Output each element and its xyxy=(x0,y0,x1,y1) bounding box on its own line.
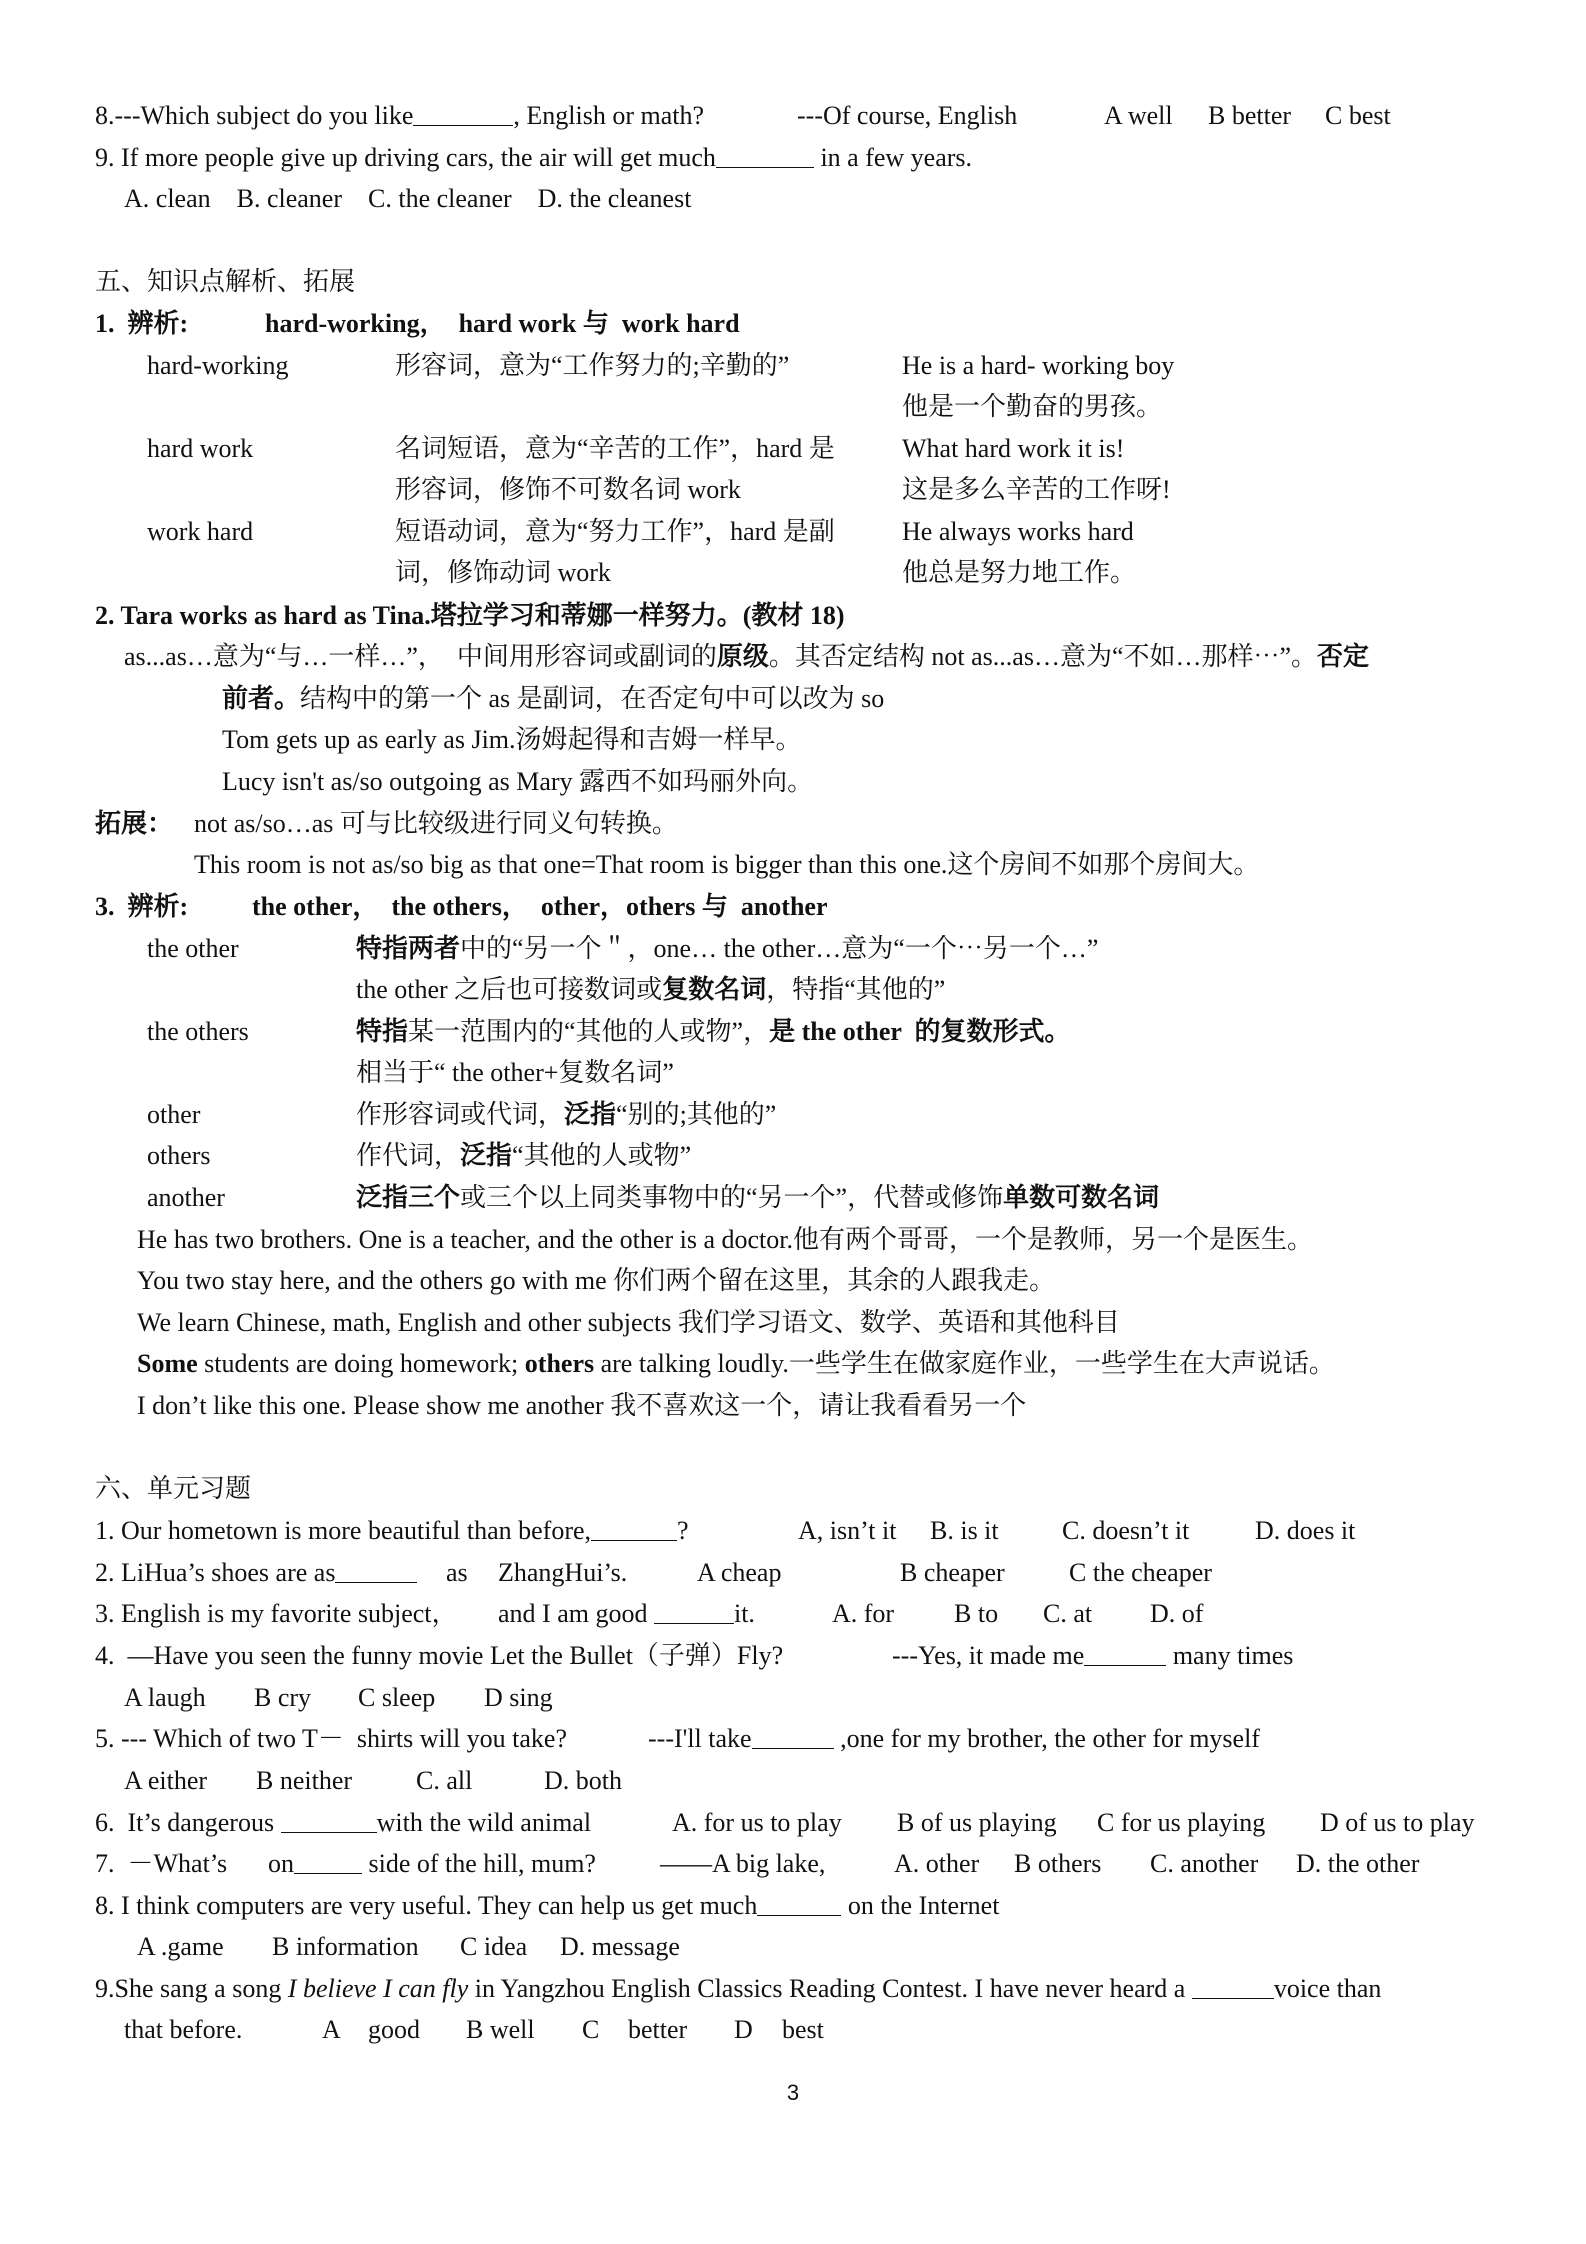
q9-top-options: A. clean B. cleaner C. the cleaner D. the cleanest xyxy=(124,184,692,213)
p3-example-4: Some students are doing homework; others are talking loudly.一些学生在做家庭作业，一些学生在大声说话。 xyxy=(137,1349,1335,1378)
q1-opt-d: D. does it xyxy=(1255,1516,1356,1545)
q8-top-opt-c: C best xyxy=(1325,101,1391,130)
p3-heading: the other， the others， other，others 与 another xyxy=(252,892,828,921)
q9-cont: that before. xyxy=(124,2015,243,2044)
p2-explanation-cont: 前者。结构中的第一个 as 是副词，在否定句中可以改为 so xyxy=(222,684,885,713)
q8-top-opt-b: B better xyxy=(1208,101,1292,130)
term-hard-working: hard-working xyxy=(147,351,289,380)
q5-opt-a: A either xyxy=(124,1766,208,1795)
section-6-title: 六、单元习题 xyxy=(95,1474,252,1503)
def-another: 泛指三个或三个以上同类事物中的“另一个”，代替或修饰单数可数名词 xyxy=(356,1183,1160,1212)
p1-heading-label: 1. 辨析: xyxy=(95,309,189,338)
def-other: 作形容词或代词，泛指“别的;其他的” xyxy=(356,1100,777,1129)
q2-zhanghui: ZhangHui’s. xyxy=(498,1558,628,1587)
q3-opt-c: C. at xyxy=(1043,1599,1093,1628)
q6: 6. It’s dangerous with the wild animal xyxy=(95,1808,592,1837)
def-hard-work: 名词短语，意为“辛苦的工作”，hard 是 xyxy=(395,434,835,463)
extension-text: not as/so…as 可与比较级进行同义句转换。 xyxy=(194,809,678,838)
q2-opt-c: C the cheaper xyxy=(1069,1558,1212,1587)
q3-opt-d: D. of xyxy=(1150,1599,1204,1628)
q5: 5. --- Which of two T－ shirts will you take? xyxy=(95,1724,568,1753)
example-en: What hard work it is! xyxy=(902,434,1125,463)
q8-top-reply: ---Of course, English xyxy=(797,101,1018,130)
q4-opt-b: B cry xyxy=(254,1683,312,1712)
q9-top: 9. If more people give up driving cars, the air will get much in a few years. xyxy=(95,143,973,172)
def-work-hard: 短语动词，意为“努力工作”，hard 是副 xyxy=(395,517,835,546)
q8-opt-d: D. message xyxy=(560,1932,680,1961)
example-zh: 他是一个勤奋的男孩。 xyxy=(902,392,1163,421)
q1: 1. Our hometown is more beautiful than before, ? xyxy=(95,1516,689,1545)
term-another: another xyxy=(147,1183,225,1212)
p3-heading-label: 3. 辨析: xyxy=(95,892,189,921)
answer-blank[interactable] xyxy=(413,101,513,126)
q4-opt-c: C sleep xyxy=(358,1683,436,1712)
q9-opt-d-letter: D xyxy=(734,2015,753,2044)
q8: 8. I think computers are very useful. They can help us get much on the Internet xyxy=(95,1891,1000,1920)
def-hard-working: 形容词，意为“工作努力的;辛勤的” xyxy=(395,351,790,380)
q3: 3. English is my favorite subject， xyxy=(95,1599,458,1628)
q1-opt-b: B. is it xyxy=(930,1516,999,1545)
q9-opt-c: better xyxy=(628,2015,688,2044)
q9-opt-b: B well xyxy=(466,2015,535,2044)
term-work-hard: work hard xyxy=(147,517,254,546)
p2-example-1: Tom gets up as early as Jim.汤姆起得和吉姆一样早。 xyxy=(222,725,802,754)
example-zh: 这是多么辛苦的工作呀! xyxy=(902,475,1171,504)
example-en: He is a hard- working boy xyxy=(902,351,1175,380)
q2-opt-a: A cheap xyxy=(697,1558,782,1587)
def-the-other: 特指两者中的“另一个＂，one… the other…意为“一个⋯另一个…” xyxy=(356,934,1099,963)
page-number: 3 xyxy=(786,2080,800,2105)
def-others: 作代词，泛指“其他的人或物” xyxy=(356,1141,692,1170)
q4-reply: ---Yes, it made me many times xyxy=(892,1641,1294,1670)
q7-cont: on side of the hill, mum? xyxy=(268,1849,596,1878)
answer-blank[interactable] xyxy=(294,1849,362,1874)
q9-opt-d: best xyxy=(782,2015,824,2044)
q8-opt-c: C idea xyxy=(460,1932,528,1961)
q9-opt-a: good xyxy=(368,2015,420,2044)
p3-example-5: I don’t like this one. Please show me another 我不喜欢这一个，请让我看看另一个 xyxy=(137,1391,1027,1420)
answer-blank[interactable] xyxy=(1192,1974,1274,1999)
q9-opt-c-letter: C xyxy=(582,2015,600,2044)
extension-example: This room is not as/so big as that one=That room is bigger than this one.这个房间不如那个房间大。 xyxy=(194,850,1260,879)
answer-blank[interactable] xyxy=(335,1558,417,1583)
def-hard-work-cont: 形容词，修饰不可数名词 work xyxy=(395,475,741,504)
term-the-others: the others xyxy=(147,1017,249,1046)
answer-blank[interactable] xyxy=(591,1516,677,1541)
answer-blank[interactable] xyxy=(654,1599,734,1624)
q2-as: as xyxy=(446,1558,468,1587)
p3-example-3: We learn Chinese, math, English and other subjects 我们学习语文、数学、英语和其他科目 xyxy=(137,1308,1120,1337)
q2-opt-b: B cheaper xyxy=(900,1558,1005,1587)
q7-opt-c: C. another xyxy=(1150,1849,1259,1878)
term-the-other: the other xyxy=(147,934,239,963)
example-zh: 他总是努力地工作。 xyxy=(902,558,1137,587)
q3-opt-b: B to xyxy=(954,1599,999,1628)
q6-opt-d: D of us to play xyxy=(1320,1808,1475,1837)
q4-opt-d: D sing xyxy=(484,1683,553,1712)
q6-opt-a: A. for us to play xyxy=(672,1808,842,1837)
p2-explanation: as...as…意为“与…一样…”， 中间用形容词或副词的原级。其否定结构 not as...as…意为“不如…那样⋯”。否定 xyxy=(124,642,1370,671)
def-work-hard-cont: 词，修饰动词 work xyxy=(395,558,611,587)
answer-blank[interactable] xyxy=(281,1808,377,1833)
q7-opt-a: A. other xyxy=(894,1849,980,1878)
q8-top: 8.---Which subject do you like , English or math? xyxy=(95,101,705,130)
q5-opt-b: B neither xyxy=(256,1766,353,1795)
q7-reply: ——A big lake, xyxy=(660,1849,826,1878)
term-hard-work: hard work xyxy=(147,434,254,463)
q2: 2. LiHua’s shoes are as xyxy=(95,1557,417,1589)
q8-opt-a: A .game xyxy=(137,1932,224,1961)
p2-example-2: Lucy isn't as/so outgoing as Mary 露西不如玛丽外向。 xyxy=(222,767,814,796)
q5-reply: ---I'll take ,one for my brother, the other for myself xyxy=(648,1724,1260,1753)
p3-example-1: He has two brothers. One is a teacher, and the other is a doctor.他有两个哥哥，一个是教师，另一个是医生。 xyxy=(137,1225,1313,1254)
p1-heading: hard-working， hard work 与 work hard xyxy=(265,309,740,338)
p2-heading: 2. Tara works as hard as Tina.塔拉学习和蒂娜一样努力。(教材 18) xyxy=(95,601,845,630)
q5-opt-d: D. both xyxy=(544,1766,622,1795)
example-en: He always works hard xyxy=(902,517,1134,546)
q6-opt-c: C for us playing xyxy=(1097,1808,1266,1837)
q1-opt-a: A, isn’t it xyxy=(798,1516,897,1545)
extension-label: 拓展： xyxy=(95,809,174,838)
term-other: other xyxy=(147,1100,201,1129)
def-the-others-cont: 相当于“ the other+复数名词” xyxy=(356,1058,674,1087)
q3-cont: and I am good it. xyxy=(498,1599,755,1628)
q5-opt-c: C. all xyxy=(416,1766,473,1795)
q7: 7. －What’s xyxy=(95,1849,228,1878)
section-5-title: 五、知识点解析、拓展 xyxy=(95,267,356,296)
def-the-others: 特指某一范围内的“其他的人或物”，是 the other 的复数形式。 xyxy=(356,1017,1071,1046)
q7-opt-b: B others xyxy=(1014,1849,1102,1878)
q6-opt-b: B of us playing xyxy=(897,1808,1057,1837)
q8-opt-b: B information xyxy=(272,1932,419,1961)
q7-opt-d: D. the other xyxy=(1296,1849,1420,1878)
q3-opt-a: A. for xyxy=(832,1599,895,1628)
q1-opt-c: C. doesn’t it xyxy=(1062,1516,1190,1545)
q8-top-opt-a: A well xyxy=(1104,101,1173,130)
p3-example-2: You two stay here, and the others go with me 你们两个留在这里，其余的人跟我走。 xyxy=(137,1266,1056,1295)
q4-opt-a: A laugh xyxy=(124,1683,206,1712)
term-others: others xyxy=(147,1141,211,1170)
q9-opt-a-letter: A xyxy=(322,2015,341,2044)
def-the-other-cont: the other 之后也可接数词或复数名词，特指“其他的” xyxy=(356,975,946,1004)
answer-blank[interactable] xyxy=(752,1724,834,1749)
answer-blank[interactable] xyxy=(1084,1641,1166,1666)
q4: 4. —Have you seen the funny movie Let the Bullet（子弹）Fly? xyxy=(95,1641,784,1670)
answer-blank[interactable] xyxy=(757,1891,841,1916)
answer-blank[interactable] xyxy=(716,143,814,168)
q9: 9.She sang a song I believe I can fly in Yangzhou English Classics Reading Contest. I have never heard a voice than xyxy=(95,1974,1382,2003)
